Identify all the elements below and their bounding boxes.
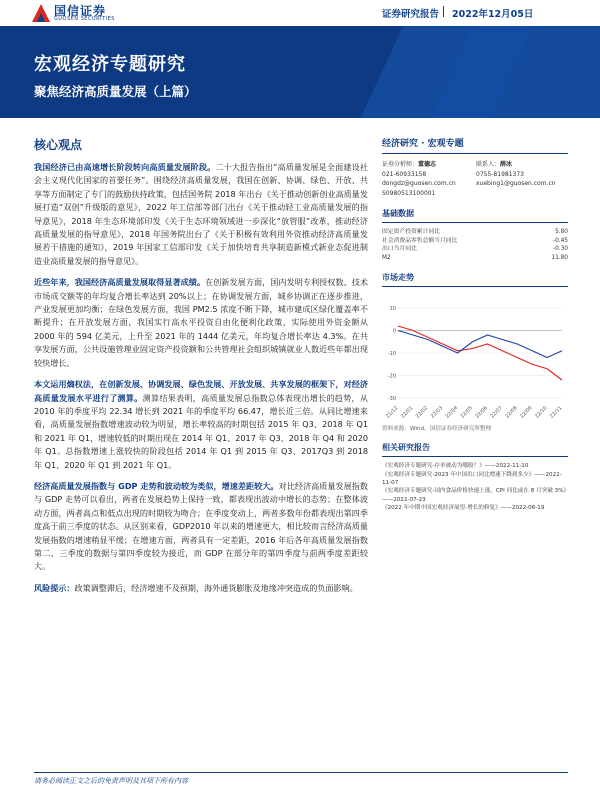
brand-logo — [32, 2, 142, 24]
y-tick-label: 0 — [392, 328, 396, 335]
related-reports-list — [382, 462, 568, 512]
core-views-column — [34, 136, 368, 603]
report-date: 2022年12月05日 — [452, 9, 534, 20]
risk-lead: 风险提示： — [34, 582, 75, 593]
brand-logo-icon — [32, 4, 50, 22]
analyst-role: 证券分析师： — [382, 161, 419, 168]
paragraph-body: 对比经济高质量发展指数与 GDP 走势可以看出，两者在发展趋势上保持一致，都表现出波动中增长的态势；在整体波动方面，两者高点和低点出现的时期较为吻合；在季度变动上，两者多数年份都表现出第四季度高于前三季度的状态。从区别来看，GDP2010 年以来的增速更大，相比较而言经济高质量发展指数的增速稍显平缓；在增速方面，两者具有一定差距，2016 年后各年高质量发展指数第二、三季度的数据与第四季度较为接近，而 GDP 在部分年的第四季度与前两季度差距较大。 — [34, 480, 368, 572]
basic-data-row — [382, 254, 568, 263]
footer-divider — [34, 772, 568, 773]
paragraph-2 — [34, 276, 368, 370]
basic-data-value: 5.80 — [555, 229, 568, 235]
paragraph-lead: 本文运用熵权法，在创新发展、协调发展、绿色发展、开放发展、共享发展的框架下，对经济高质量发展水平进行了测算。 — [34, 379, 368, 403]
paragraph-1 — [34, 161, 368, 268]
brand-name: 国信证券 — [54, 4, 107, 18]
x-tick-label: 22/02 — [414, 405, 430, 420]
brand-name-en: GUOSEN SECURITIES — [54, 16, 115, 22]
contact-name: 薛冰 — [500, 161, 513, 168]
basic-data-label: 社会消费品零售总额当月同比 — [382, 237, 458, 244]
analyst-email[interactable]: dongdz@guosen.com.cn — [382, 180, 456, 187]
basic-data-label: 出口当月同比 — [382, 246, 417, 253]
related-report-item[interactable]: 《宏观经济专题研究-国内食品价格快速上涨，CPI 同比或在 8 月突破 3%》——2022-07-23 — [382, 488, 567, 503]
basic-data-value: -0.30 — [553, 246, 568, 253]
contact-phone: 0755-81981373 — [476, 170, 524, 178]
y-tick-label: 10 — [389, 306, 396, 313]
contact-email[interactable]: xuebing1@guosen.com.cn — [476, 180, 556, 187]
sidebar-column — [382, 136, 568, 512]
contact-card — [476, 160, 568, 198]
x-tick-label: 22/06 — [474, 405, 489, 420]
x-tick-label: 22/03 — [429, 405, 445, 420]
contact-role: 联系人： — [476, 161, 501, 168]
related-report-item[interactable]: 《2022 年中期中国宏观经济展望-增长的修复》——2022-06-19 — [382, 504, 545, 511]
report-subtitle: 聚焦经济高质量发展（上篇） — [34, 84, 197, 99]
x-tick-label: 22/11 — [548, 405, 564, 420]
x-tick-label: 22/08 — [504, 405, 519, 420]
paragraph-lead: 近些年来，我国经济高质量发展取得显著成绩。 — [34, 277, 206, 288]
report-type: 证券研究报告 — [382, 9, 440, 20]
x-tick-label: 22/09 — [519, 405, 534, 420]
analyst-cert: S0980513100001 — [382, 189, 436, 197]
y-tick-label: -10 — [387, 351, 396, 358]
paragraph-3 — [34, 378, 368, 472]
header-divider — [443, 6, 444, 17]
paragraph-4 — [34, 480, 368, 574]
y-tick-label: -30 — [387, 396, 396, 403]
basic-data-row — [382, 237, 568, 246]
section-title: 核心观点 — [34, 138, 83, 152]
paragraph-lead: 经济高质量发展指数与 GDP 走势和波动较为类似，增速差距较大。 — [34, 480, 279, 491]
basic-data-value: -0.45 — [553, 237, 568, 244]
basic-data-value: 11.80 — [551, 254, 568, 261]
related-report-item[interactable]: 《宏观经济专题研究-存单被动为哪般？》——2022-11-10 — [382, 463, 529, 470]
paragraph-body: 测算结果表明，高质量发展总指数总体表现出增长的趋势，从 2010 年的季度平均 22.34 增长到 2021 年的季度平均 66.47，增长近三倍。从同比增速来看，高质量发展指数增速波动较为明显，增长率较高的时期包括 2015 年 Q3、2018 年 Q1 和 2021 年 Q1，增速较低的时期出现在 2014 年 Q1、2017 年 Q3、2018 年 Q4 和 2020 年 Q1。总指数增速上涨较快的阶段包括 2014 年 Q1 到 2015 年 Q3、2017Q3 到 2018 年 Q1、2020 年 Q1 到 2021 年 Q1。 — [34, 392, 368, 470]
basic-data-row — [382, 245, 568, 254]
basic-data-label: M2 — [382, 254, 391, 261]
analyst-info — [382, 160, 568, 198]
sidebar-head: 经济研究 · 宏观专题 — [382, 136, 568, 154]
analyst-phone: 021-60933158 — [382, 170, 427, 178]
basic-data-title: 基础数据 — [382, 208, 568, 223]
risk-warning — [34, 582, 368, 595]
y-tick-label: -20 — [387, 373, 396, 380]
footer-disclaimer: 请务必阅读正文之后的免责声明及其项下所有内容 — [34, 777, 188, 785]
paragraph-body: 二十大报告指出“高质量发展是全面建设社会主义现代化国家的首要任务”。围绕经济高质量发展，我国在创新、协调、绿色、开放、共享等方面制定了专门的鼓励扶持政策，包括国务院 2018 年出台《关于推动创新创业高质量发展打造“双创”升级版的意见》，2022 年工信部等部门出台《关于推动轻工业高质量发展的指导意见》，2018 年生态环境部印发《关于生态环境领域进一步深化“放管服”改革，推动经济高质量发展的指导意见》，2018 年国务院出台了《关于积极有效利用外资推动经济高质量发展若干措施的通知》，2019 年国家工信部印发《关于加快培育共享制造新模式新业态促进制造业高质量发展的指导意见》。 — [34, 162, 368, 266]
x-tick-label: 22/05 — [459, 405, 474, 420]
related-report-item[interactable]: 《宏观经济专题研究-2023 年中国出口同比增速下降到多少》——2022-11-07 — [382, 471, 562, 486]
paragraph-body: 在创新发展方面，国内发明专利授权数、技术市场成交额等的年均复合增长率达到 20%以上；在协调发展方面，城乡协调正在逐步推进，产业发展更加均衡；在绿色发展方面，我国 PM2.5 浓度不断下降，城市建成区绿化覆盖率不断提升；在开放发展方面，我国实行高水平投资自由化便利化政策，实际使用外资金额从 2000 年的 594 亿美元，上升至 2021 年的 1444 亿美元，年均复合增长率达 4.3%。在共享发展方面，公共设施管理业固定资产投资额和公共管理社会组织城镇就业人数近些年都出现较快增长。 — [34, 277, 368, 368]
analyst-card — [382, 160, 474, 198]
x-tick-label: 21/12 — [384, 405, 400, 420]
chart-source: 资料来源：Wind、国信证券经济研究所整理 — [382, 426, 492, 433]
report-title: 宏观经济专题研究 — [34, 54, 186, 75]
basic-data-table — [382, 228, 568, 262]
market-trend-svg — [382, 292, 568, 422]
x-tick-label: 22/04 — [444, 405, 460, 420]
x-tick-label: 22/01 — [399, 405, 415, 420]
x-tick-label: 22/07 — [489, 405, 504, 420]
top-bar — [0, 0, 600, 26]
title-banner — [0, 26, 600, 118]
analyst-name: 董德志 — [418, 161, 437, 168]
market-trend-chart — [382, 292, 568, 422]
paragraph-lead: 我国经济已由高速增长阶段转向高质量发展阶段。 — [34, 162, 216, 172]
risk-body: 政策调整滞后，经济增速不及预期，海外通货膨胀及地缘冲突造成的负面影响。 — [74, 582, 358, 593]
related-reports-title: 相关研究报告 — [382, 442, 568, 457]
basic-data-label: 固定资产投资累计同比 — [382, 229, 440, 235]
market-trend-title: 市场走势 — [382, 272, 568, 287]
x-tick-label: 22/10 — [534, 405, 549, 420]
basic-data-row — [382, 228, 568, 237]
